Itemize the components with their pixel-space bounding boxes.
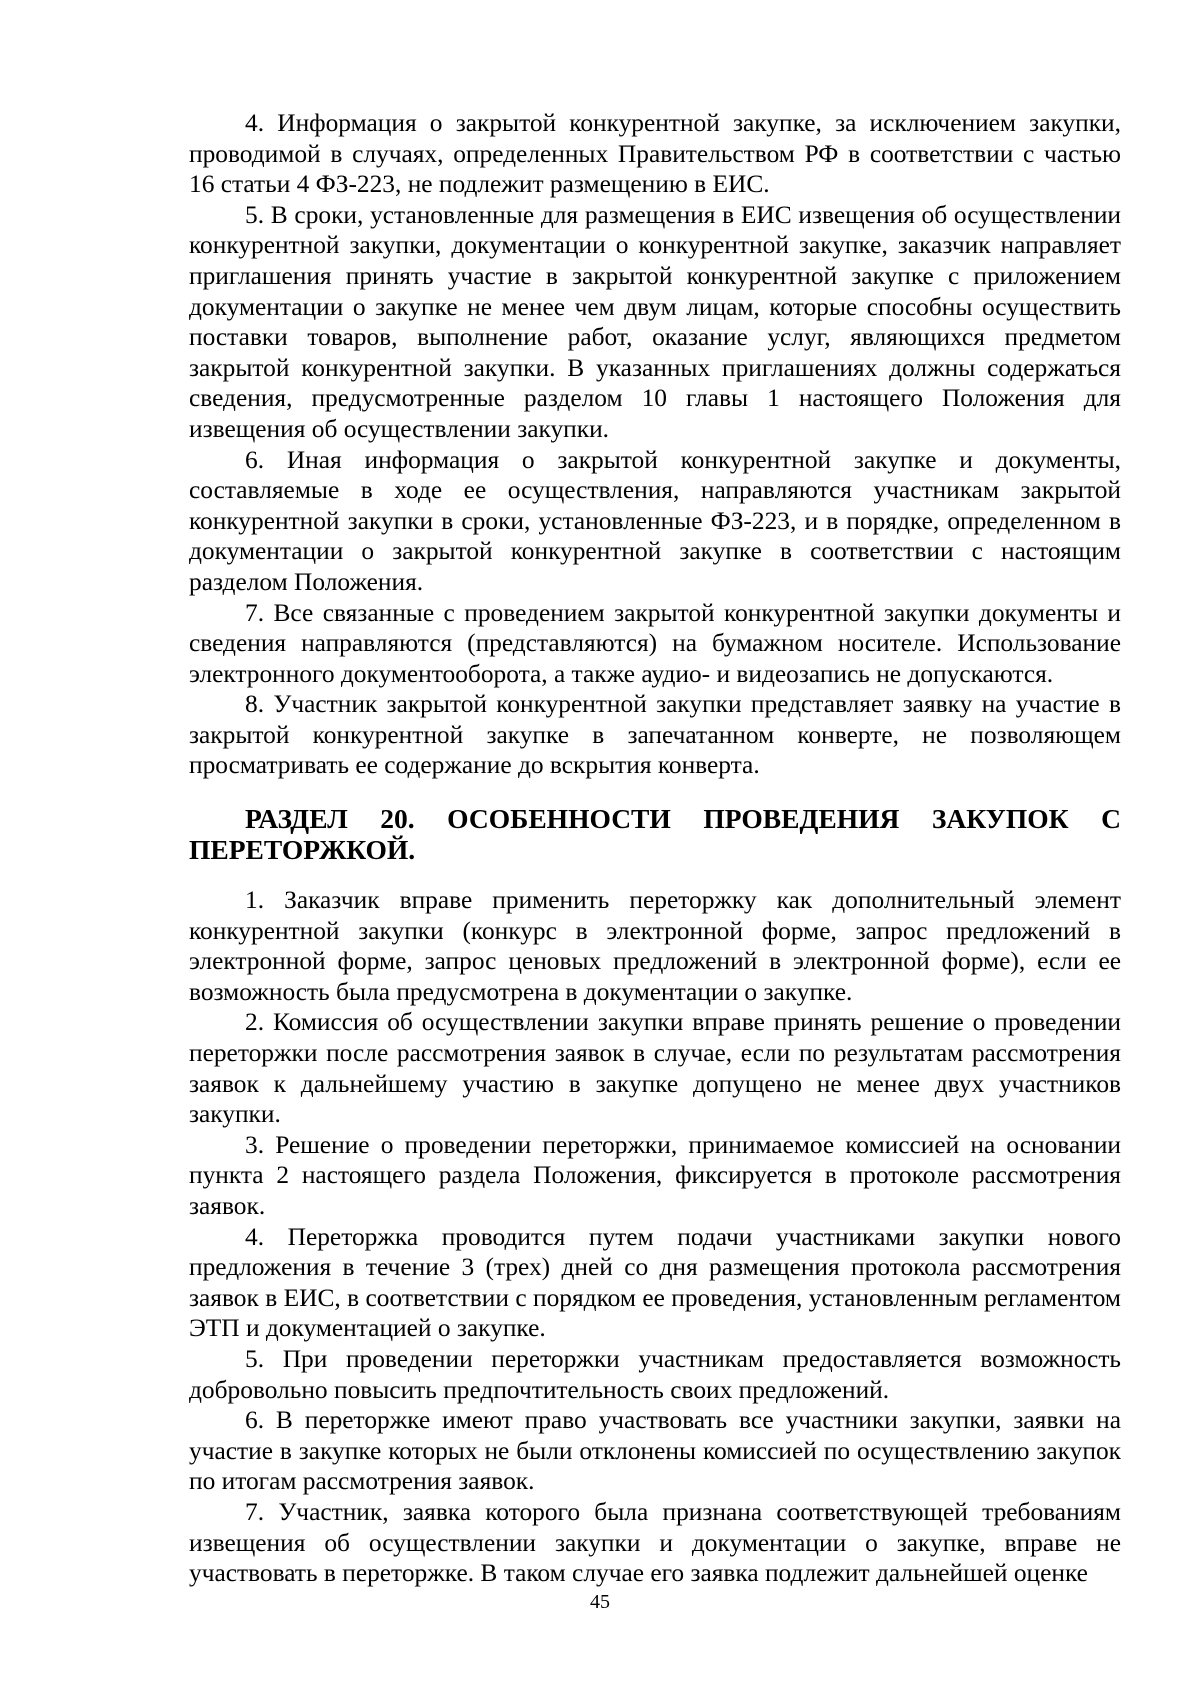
paragraph-section-4: 4. Переторжка проводится путем подачи участниками закупки нового предложения в течение 3 (трех) дней со дня размещения протокола рассмотрения заявок в ЕИС, в соответствии с порядком ее проведения, установленным регламентом ЭТП и документацией о закупке.: [189, 1222, 1121, 1343]
paragraph-section-1: 1. Заказчик вправе применить переторжку как дополнительный элемент конкурентной закупки (конкурс в электронной форме, запрос предложений в электронной форме, запрос ценовых предложений в электронной форме), если ее возможность была предусмотрена в документации о закупке.: [189, 886, 1121, 1006]
paragraph-top-4: 4. Информация о закрытой конкурентной закупке, за исключением закупки, проводимой в случаях, определенных Правительством РФ в соответствии с частью 16 статьи 4 ФЗ-223, не подлежит размещению в ЕИС.: [189, 109, 1121, 199]
paragraph-top-8: 8. Участник закрытой конкурентной закупки представляет заявку на участие в закрытой конкурентной закупке в запечатанном конверте, не позволяющем просматривать ее содержание до вскрытия конверта.: [189, 690, 1121, 780]
paragraph-top-5: 5. В сроки, установленные для размещения в ЕИС извещения об осуществлении конкурентной закупки, документации о конкурентной закупке, заказчик направляет приглашения принять участие в закрытой конкурентной закупке с приложением документации о закупке не менее чем двум лицам, которые способны осуществить поставки товаров, выполнение работ, оказание услуг, являющихся предметом закрытой конкурентной закупки. В указанных приглашениях должны содержаться сведения, предусмотренные разделом 10 главы 1 настоящего Положения для извещения об осуществлении закупки.: [189, 200, 1121, 443]
section-heading: РАЗДЕЛ 20. ОСОБЕННОСТИ ПРОВЕДЕНИЯ ЗАКУПОК С ПЕРЕТОРЖКОЙ.: [189, 803, 1121, 866]
paragraph-section-5: 5. При проведении переторжки участникам предоставляется возможность добровольно повысить предпочтительность своих предложений.: [189, 1344, 1121, 1404]
paragraph-top-6: 6. Иная информация о закрытой конкурентной закупке и документы, составляемые в ходе ее осуществления, направляются участникам закрытой конкурентной закупки в сроки, установленные ФЗ-223, и в порядке, определенном в документации о закрытой конкурентной закупке в соответствии с настоящим разделом Положения.: [189, 445, 1121, 596]
page-number: 45: [590, 1591, 610, 1613]
document-page: [189, 108, 1121, 1589]
paragraph-section-6: 6. В переторжке имеют право участвовать все участники закупки, заявки на участие в закупке которых не были отклонены комиссией по осуществлению закупок по итогам рассмотрения заявок.: [189, 1406, 1121, 1496]
paragraph-section-7: 7. Участник, заявка которого была признана соответствующей требованиям извещения об осуществлении закупки и документации о закупке, вправе не участвовать в переторжке. В таком случае его заявка подлежит дальнейшей оценке: [189, 1497, 1121, 1588]
paragraph-section-2: 2. Комиссия об осуществлении закупки вправе принять решение о проведении переторжки после рассмотрения заявок в случае, если по результатам рассмотрения заявок к дальнейшему участию в закупке допущено не менее двух участников закупки.: [189, 1008, 1121, 1129]
paragraph-top-7: 7. Все связанные с проведением закрытой конкурентной закупки документы и сведения направляются (представляются) на бумажном носителе. Использование электронного документооборота, а также аудио- и видеозапись не допускаются.: [189, 598, 1121, 688]
paragraph-section-3: 3. Решение о проведении переторжки, принимаемое комиссией на основании пункта 2 настоящего раздела Положения, фиксируется в протоколе рассмотрения заявок.: [189, 1130, 1121, 1220]
